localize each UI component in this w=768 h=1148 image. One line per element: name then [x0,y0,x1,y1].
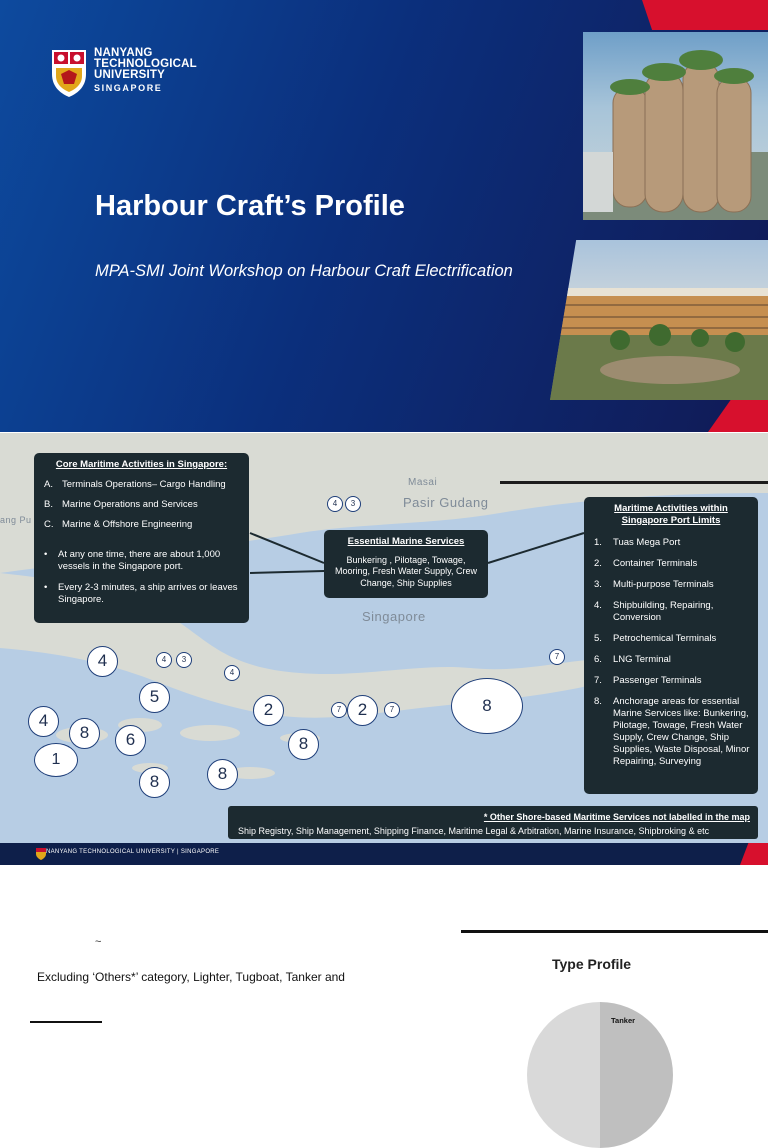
map-marker: 8 [207,759,238,790]
mal-item: 3. Multi-purpose Terminals [594,579,714,590]
tilde-mark: ~ [95,936,102,948]
map-label-pasir-gudang: Pasir Gudang [403,495,489,510]
ems-title: Essential Marine Services [347,536,465,547]
slide-title: Harbour Craft’s Profile [95,190,405,222]
map-marker: 4 [28,706,59,737]
title-slide [0,0,768,432]
campus-building-photo [550,240,768,400]
chart-title: Type Profile [552,956,632,972]
map-marker: 7 [384,702,400,718]
map-marker: 4 [156,652,172,668]
core-item: B. Marine Operations and Services [44,499,198,510]
shore-list: Ship Registry, Ship Management, Shipping Finance, Maritime Legal & Arbitration, Marine Insurance, Shipbroking & etc [238,826,710,836]
mal-item: 8. Anchorage areas for essential Marine Services like: Bunkering, Pilotage, Towage, Fresh Water Supply, Crew Change, Ship Supplies, Waste Disposal, Minor Repairing, Surveying [594,696,750,767]
section-rule [500,481,768,484]
map-marker: 2 [347,695,378,726]
footer-red-accent [740,843,768,865]
core-item: A. Terminals Operations– Cargo Handling [44,479,226,490]
section-rule [461,930,768,933]
map-marker: 7 [331,702,347,718]
port-limits-activities-panel [584,497,758,794]
core-bullet: • Every 2-3 minutes, a ship arrives or leaves Singapore. [44,582,238,605]
mal-item: 5. Petrochemical Terminals [594,633,717,644]
logo-line-1: NANYANG [94,47,153,59]
logo-line-4: SINGAPORE [94,83,163,93]
logo-line-2: TECHNOLOGICAL [94,58,197,70]
red-accent-top [642,0,768,30]
divider-line [30,1021,102,1023]
map-marker: 3 [345,496,361,512]
hive-building-photo [583,32,768,220]
map-marker: 4 [327,496,343,512]
slide-footer [0,843,768,865]
ntu-crest-icon [50,48,88,98]
map-marker: 7 [549,649,565,665]
map-slide [0,433,768,865]
mal-item: 6. LNG Terminal [594,654,671,665]
map-marker: 8 [451,678,523,734]
mal-title: Maritime Activities within Singapore Port Limits [614,503,728,526]
map-label-west: ang Pu [0,515,32,525]
ntu-logo [50,48,197,98]
footer-text: NANYANG TECHNOLOGICAL UNIVERSITY | SINGAPORE [46,849,220,855]
excluding-note: Excluding ‘Others*’ category, Lighter, Tugboat, Tanker and [37,970,345,984]
pie-label-tanker: Tanker [611,1016,636,1025]
red-accent-bottom [708,398,768,432]
map-marker: 8 [69,718,100,749]
shore-services-panel [228,806,758,839]
core-panel-title: Core Maritime Activities in Singapore: [55,459,228,470]
core-item: C. Marine & Offshore Engineering [44,519,193,530]
map-marker: 4 [224,665,240,681]
map-marker: 6 [115,725,146,756]
map-marker: 3 [176,652,192,668]
shore-title: * Other Shore-based Maritime Services not labelled in the map [483,812,750,822]
mal-item: 1. Tuas Mega Port [594,537,681,548]
ntu-crest-icon [36,848,46,860]
map-label-singapore: Singapore [362,609,426,624]
map-marker: 5 [139,682,170,713]
map-marker: 2 [253,695,284,726]
map-marker: 4 [87,646,118,677]
mal-item: 2. Container Terminals [594,558,698,569]
mal-item: 4. Shipbuilding, Repairing, Conversion [594,600,714,623]
logo-line-3: UNIVERSITY [94,69,166,81]
ems-text: Bunkering , Pilotage, Towage, Mooring, Fresh Water Supply, Crew Change, Ship Supplies [334,554,478,588]
core-bullet: • At any one time, there are about 1,000 vessels in the Singapore port. [44,549,221,572]
type-profile-slide [0,866,768,1024]
map-marker: 8 [139,767,170,798]
map-marker: 1 [34,743,78,777]
mal-item: 7. Passenger Terminals [594,675,702,686]
map-label-masai: Masai [408,477,438,488]
essential-marine-services-panel [324,530,488,598]
core-activities-panel [34,453,249,623]
slide-subtitle: MPA-SMI Joint Workshop on Harbour Craft Electrification [95,262,513,280]
map-marker: 8 [288,729,319,760]
